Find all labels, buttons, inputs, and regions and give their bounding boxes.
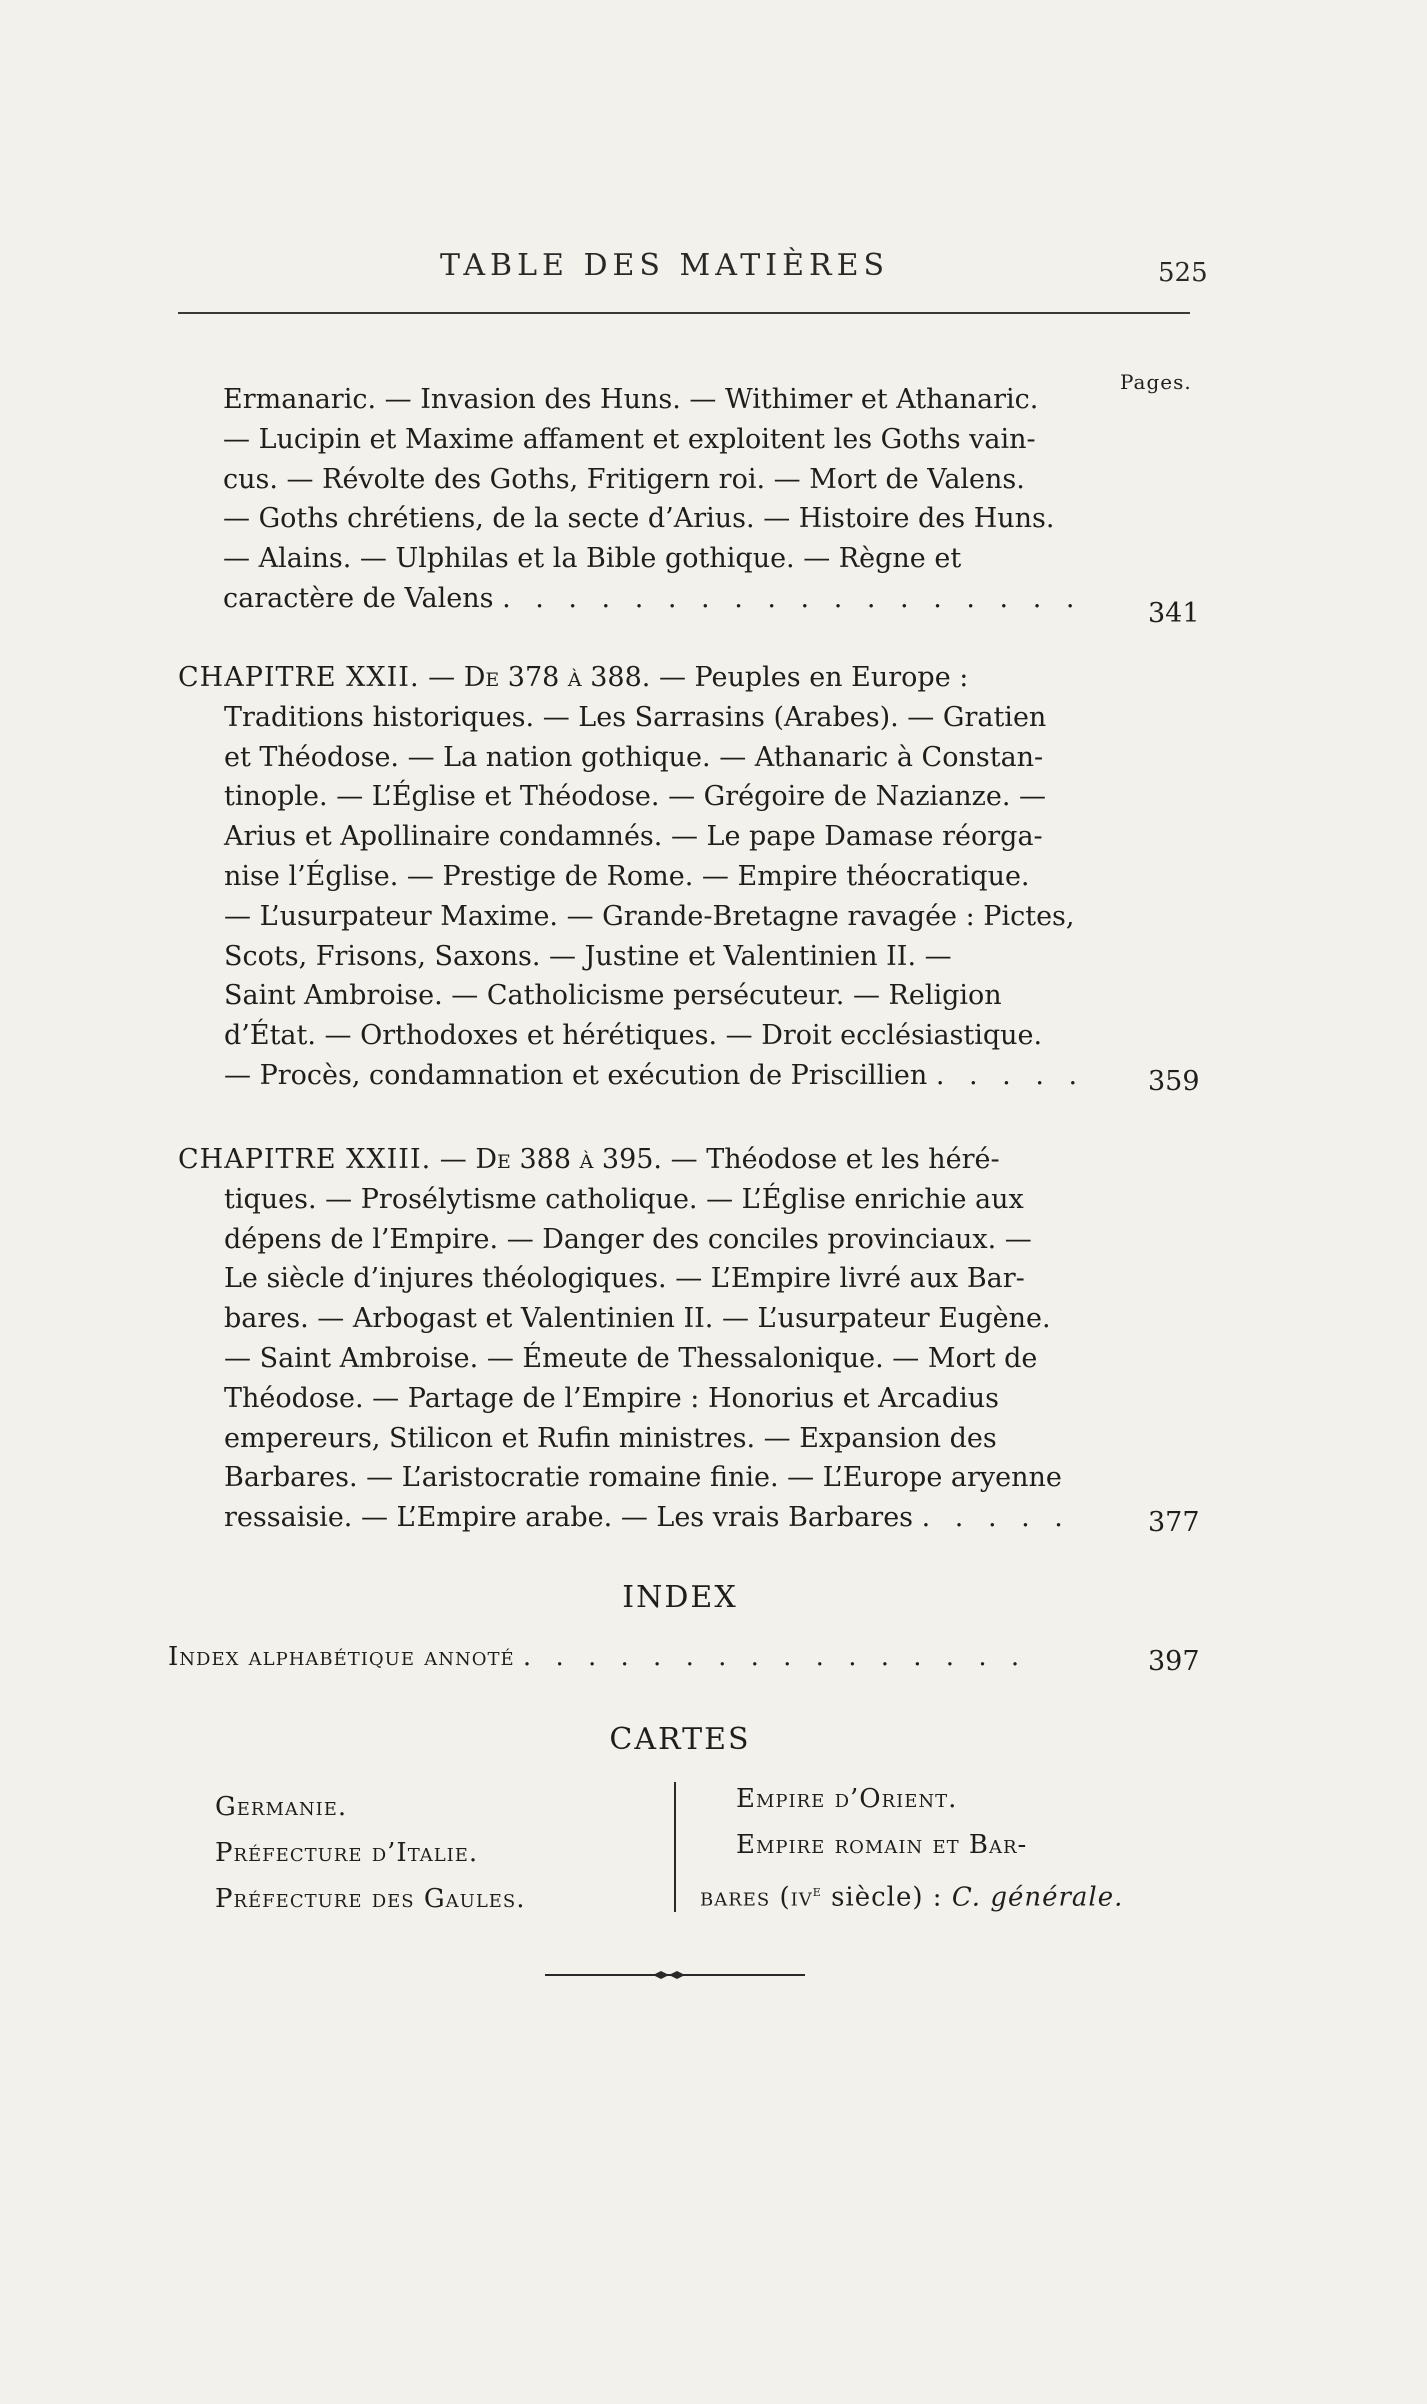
- page-ref: 397: [1148, 1646, 1200, 1677]
- maps-list-left: [215, 1784, 526, 1922]
- text-segment: — Peuples en Europe :: [658, 662, 969, 693]
- text-line: Traditions historiques. — Les Sarrasins (Arabes). — Gratien: [224, 701, 1047, 733]
- text-line: Le siècle d’injures théologiques. — L’Empire livré aux Bar-: [224, 1263, 1025, 1295]
- maps-heading: CARTES: [609, 1722, 751, 1757]
- text-line: [178, 1498, 1138, 1538]
- pages-column-label: Pages.: [1120, 370, 1192, 394]
- text-line: [223, 579, 1123, 619]
- chapter-heading-line: [178, 658, 1138, 698]
- toc-entry-continuation: [223, 380, 1123, 619]
- text-line: Saint Ambroise. — Catholicisme persécuteur. — Religion: [224, 980, 1002, 1012]
- text-line: — L’usurpateur Maxime. — Grande-Bretagne ravagée : Pictes,: [224, 900, 1075, 932]
- text-line: — Alains. — Ulphilas et la Bible gothique. — Règne et: [223, 543, 962, 575]
- page-ref: 341: [1148, 598, 1200, 629]
- index-entry: [168, 1642, 1193, 1672]
- dot-leader: . . . . . . . . . . . . . . . . . .: [502, 582, 1083, 614]
- text-line: nise l’Église. — Prestige de Rome. — Empire théocratique.: [224, 860, 1030, 892]
- page-ref: 377: [1148, 1507, 1200, 1538]
- header-rule: [178, 312, 1190, 314]
- page-number: 525: [1158, 258, 1208, 288]
- text-line: et Théodose. — La nation gothique. — Athanaric à Constan-: [224, 741, 1044, 773]
- index-entry-label: Index alphabétique annoté: [168, 1642, 515, 1672]
- map-item: Empire d’Orient.: [736, 1784, 958, 1814]
- text-line: — Goths chrétiens, de la secte d’Arius. — Histoire des Huns.: [223, 503, 1055, 535]
- maps-list-right: [700, 1776, 1123, 1921]
- superscript: e: [812, 1881, 822, 1900]
- map-item: [700, 1868, 1123, 1921]
- index-heading: INDEX: [622, 1580, 738, 1615]
- text-line: tiques. — Prosélytisme catholique. — L’Église enrichie aux: [224, 1183, 1024, 1215]
- ornament-diamond: [653, 1971, 669, 1979]
- text-segment: ressaisie. — L’Empire arabe. — Les vrais Barbares: [224, 1502, 914, 1534]
- chapter-period: — De 388 à 395.: [439, 1144, 663, 1175]
- text-line: — Lucipin et Maxime affament et exploitent les Goths vain-: [223, 423, 1036, 455]
- text-line: d’État. — Orthodoxes et hérétiques. — Droit ecclésiastique.: [224, 1020, 1043, 1052]
- text-line: — Saint Ambroise. — Émeute de Thessalonique. — Mort de: [224, 1342, 1038, 1374]
- text-segment: bares (iv: [700, 1882, 813, 1913]
- text-segment: siècle) :: [821, 1882, 952, 1913]
- text-line: Scots, Frisons, Saxons. — Justine et Valentinien II. —: [224, 940, 952, 972]
- text-line: Arius et Apollinaire condamnés. — Le pape Damase réorga-: [224, 821, 1043, 853]
- ornament-diamond: [669, 1971, 685, 1979]
- text-line: Théodose. — Partage de l’Empire : Honorius et Arcadius: [224, 1382, 999, 1414]
- chapter-label: CHAPITRE XXII.: [178, 662, 420, 693]
- chapter-label: CHAPITRE XXIII.: [178, 1144, 432, 1175]
- text-line: [178, 1056, 1138, 1096]
- text-line: empereurs, Stilicon et Rufin ministres. — Expansion des: [224, 1422, 997, 1454]
- toc-entry-chapter-23: [178, 1140, 1138, 1538]
- page-ref: 359: [1148, 1066, 1200, 1097]
- dot-leader: . . . . .: [935, 1059, 1086, 1091]
- text-line: Ermanaric. — Invasion des Huns. — Withimer et Athanaric.: [223, 384, 1039, 415]
- map-item: Empire romain et Bar-: [736, 1830, 1028, 1860]
- text-segment: caractère de Valens: [223, 582, 494, 614]
- end-ornament: [545, 1970, 805, 1980]
- map-item: Préfecture des Gaules.: [215, 1884, 526, 1914]
- text-line: cus. — Révolte des Goths, Fritigern roi. — Mort de Valens.: [223, 463, 1025, 495]
- dot-leader: . . . . . . . . . . . . . . . .: [522, 1642, 1028, 1672]
- text-line: tinople. — L’Église et Théodose. — Grégoire de Nazianze. —: [224, 781, 1047, 813]
- toc-entry-chapter-22: [178, 658, 1138, 1096]
- chapter-period: — De 378 à 388.: [428, 662, 651, 693]
- text-segment: — Théodose et les héré-: [670, 1144, 1000, 1175]
- maps-column-divider: [674, 1782, 676, 1912]
- map-note: C. générale.: [951, 1882, 1124, 1913]
- map-item: Germanie.: [215, 1792, 348, 1822]
- map-item: Préfecture d’Italie.: [215, 1838, 479, 1868]
- chapter-heading-line: [178, 1140, 1138, 1180]
- text-segment: — Procès, condamnation et exécution de Priscillien: [224, 1059, 928, 1091]
- text-line: bares. — Arbogast et Valentinien II. — L’usurpateur Eugène.: [224, 1303, 1051, 1335]
- text-line: dépens de l’Empire. — Danger des conciles provinciaux. —: [224, 1223, 1032, 1255]
- text-line: Barbares. — L’aristocratie romaine finie. — L’Europe aryenne: [224, 1462, 1062, 1494]
- dot-leader: . . . . .: [921, 1502, 1071, 1534]
- running-head: TABLE DES MATIÈRES: [440, 248, 890, 283]
